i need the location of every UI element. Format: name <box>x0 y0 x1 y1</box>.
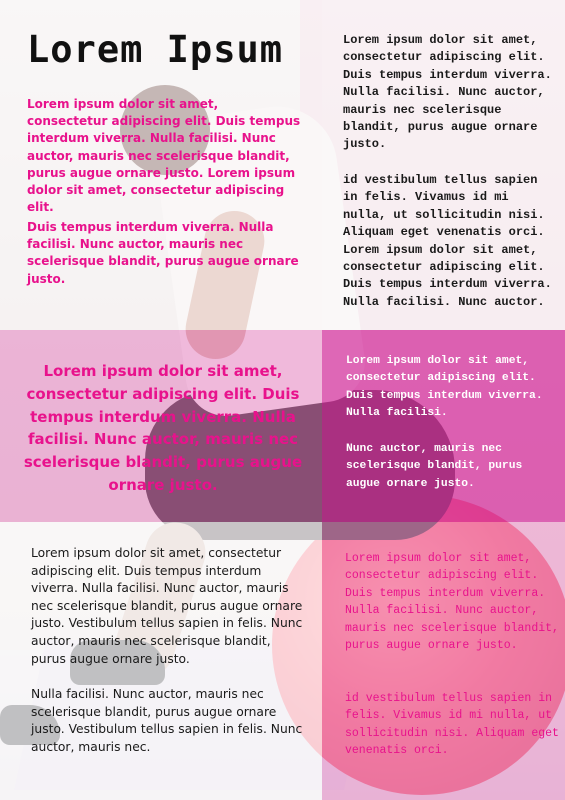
intro-paragraph-2: Duis tempus interdum viverra. Nulla facilisi. Nunc auctor, mauris nec scelerisque blandit, purus augue ornare justo. <box>27 220 299 286</box>
right-column-paragraph-2: id vestibulum tellus sapien in felis. Vivamus id mi nulla, ut sollicitudin nisi. Aliquam eget venenatis orci. Lorem ipsum dolor sit amet, consectetur adipiscing elit. Duis tempus interdum viverra. Nulla facilisi. Nunc auctor. <box>343 173 552 309</box>
highlight-paragraph-2: Nunc auctor, mauris nec scelerisque blandit, purus augue ornare justo. <box>346 443 523 490</box>
sidebar-paragraph: Lorem ipsum dolor sit amet, consectetur adipiscing elit. Duis tempus interdum viverra. Nulla facilisi. Nunc auctor, mauris nec scelerisque blandit, purus augue ornare justo. <box>345 552 559 653</box>
body-paragraph: Lorem ipsum dolor sit amet, consectetur adipiscing elit. Duis tempus interdum viverra. Nulla facilisi. Nunc auctor, mauris nec scelerisque blandit, purus augue ornare justo. Vestibulum tellus sapien in felis. Nunc auctor, mauris nec scelerisque blandit, purus augue ornare justo. <box>31 546 303 666</box>
right-column-paragraph: Lorem ipsum dolor sit amet, consectetur adipiscing elit. Duis tempus interdum viverra. Nulla facilisi. Nunc auctor, mauris nec scelerisque blandit, purus augue ornare justo. <box>343 33 552 152</box>
highlight-paragraph: Lorem ipsum dolor sit amet, consectetur adipiscing elit. Duis tempus interdum viverra. Nulla facilisi. <box>346 355 543 419</box>
intro-paragraph: Lorem ipsum dolor sit amet, consectetur adipiscing elit. Duis tempus interdum viverra. Nulla facilisi. Nunc auctor, mauris nec scelerisque blandit, purus augue ornare justo. Lorem ipsum dolor sit amet, consectetur adipiscing elit. <box>27 97 301 215</box>
page-title: Lorem Ipsum <box>27 28 284 71</box>
sidebar-paragraph-2: id vestibulum tellus sapien in felis. Vivamus id mi nulla, ut sollicitudin nisi. Aliquam eget venenatis orci. <box>345 692 559 758</box>
pull-quote: Lorem ipsum dolor sit amet, consectetur adipiscing elit. Duis tempus interdum viverra. Nulla facilisi. Nunc auctor, mauris nec scelerisque blandit, purus augue ornare justo. <box>23 362 303 494</box>
body-paragraph-2: Nulla facilisi. Nunc auctor, mauris nec scelerisque blandit, purus augue ornare justo. Vestibulum tellus sapien in felis. Nunc auctor, mauris nec. <box>31 687 303 754</box>
